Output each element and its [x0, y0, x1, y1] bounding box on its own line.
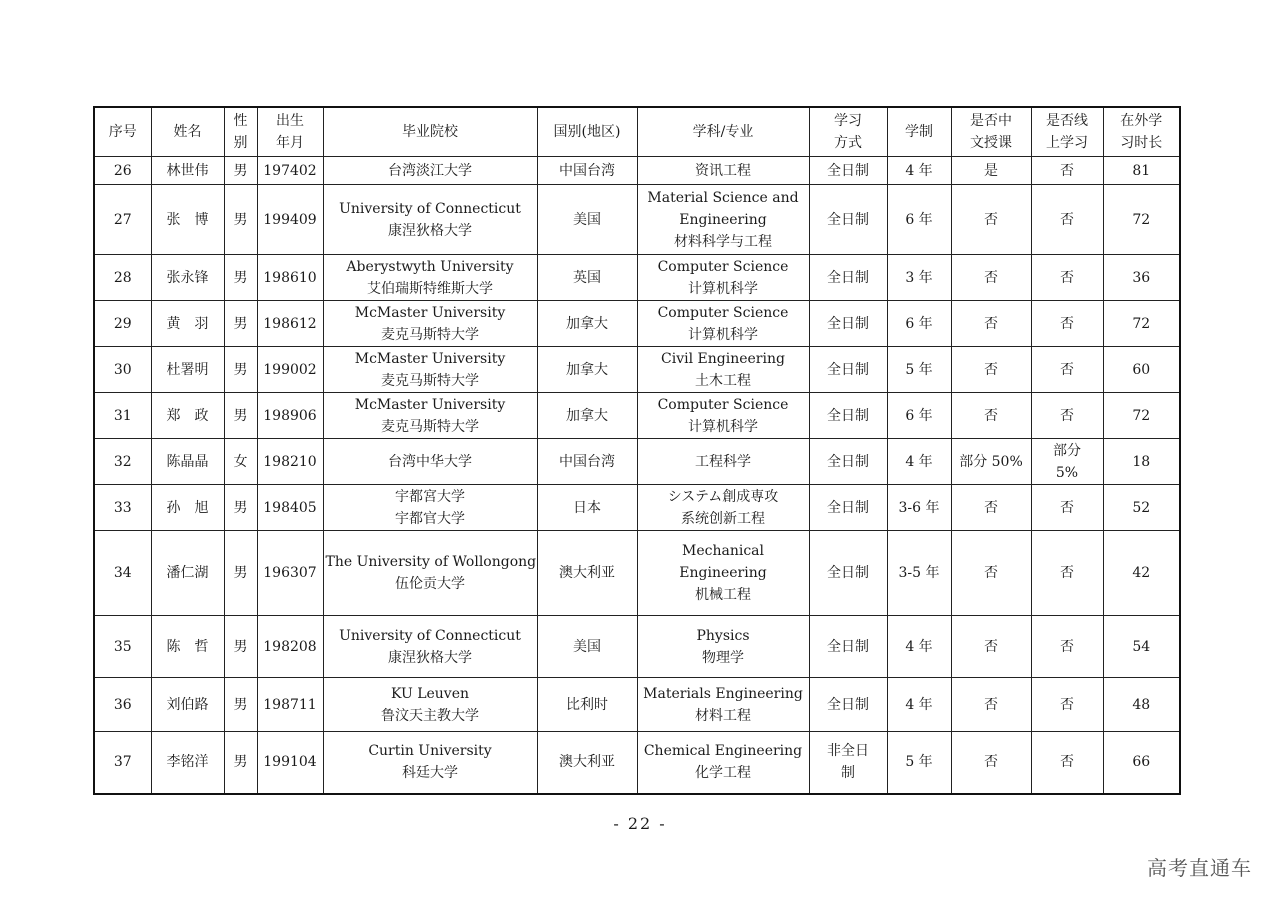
cell-line: 资讯工程: [695, 162, 751, 179]
cell-index: 31: [94, 393, 151, 439]
cell-online: [1031, 393, 1103, 439]
cell-line: 否: [984, 407, 998, 424]
cell-birth: 199104: [257, 732, 323, 794]
cell-online: [1031, 157, 1103, 185]
cell-birth: 199002: [257, 347, 323, 393]
table-row: [94, 393, 1180, 439]
cell-birth: 198711: [257, 678, 323, 732]
cell-line: 康涅狄格大学: [388, 649, 472, 666]
student-roster-table: [93, 106, 1181, 795]
header-line: 习时长: [1120, 135, 1163, 151]
header-birth: [257, 107, 323, 157]
cell-line: Materials Engineering: [643, 685, 803, 702]
header-line: 毕业院校: [402, 124, 458, 140]
cell-country: 中国台湾: [537, 157, 637, 185]
cell-birth: 197402: [257, 157, 323, 185]
cell-line: Computer Science: [657, 304, 789, 321]
header-line: 文授课: [970, 135, 1012, 151]
cell-index: 29: [94, 301, 151, 347]
cell-index: 36: [94, 678, 151, 732]
cell-line: 非全日: [827, 743, 869, 760]
cell-school: [323, 301, 537, 347]
cell-line: 全日制: [827, 162, 869, 179]
cell-birth: 198405: [257, 485, 323, 531]
cell-study-mode: [809, 439, 887, 485]
cell-country: 美国: [537, 616, 637, 678]
cell-country: 英国: [537, 255, 637, 301]
cell-line: 否: [1060, 269, 1074, 286]
table-row: [94, 732, 1180, 794]
header-line: 在外学: [1120, 113, 1163, 129]
cell-line: 制: [841, 765, 855, 782]
cell-line: 鲁汶天主教大学: [381, 707, 479, 724]
cell-line: 5%: [1055, 464, 1079, 481]
header-line: 学习: [834, 113, 862, 129]
cell-gender: 男: [224, 255, 257, 301]
cell-line: 全日制: [827, 565, 869, 581]
cell-line: 否: [984, 315, 998, 332]
cell-duration: 4 年: [887, 439, 951, 485]
cell-line: 否: [1060, 361, 1074, 378]
cell-line: Physics: [696, 627, 750, 644]
cell-line: 台湾中华大学: [388, 453, 472, 470]
cell-major: [637, 678, 809, 732]
cell-school: [323, 732, 537, 794]
cell-name: 孙 旭: [151, 485, 224, 531]
cell-line: 全日制: [827, 211, 869, 228]
cell-line: 否: [1060, 696, 1074, 713]
cell-major: [637, 347, 809, 393]
cell-chinese-taught: [951, 185, 1031, 255]
cell-country: 美国: [537, 185, 637, 255]
cell-months-abroad: 60: [1103, 347, 1180, 393]
cell-major: [637, 732, 809, 794]
cell-online: [1031, 485, 1103, 531]
cell-gender: 男: [224, 616, 257, 678]
cell-duration: 6 年: [887, 393, 951, 439]
cell-major: [637, 531, 809, 616]
cell-online: [1031, 185, 1103, 255]
header-line: 学科/专业: [692, 124, 754, 140]
cell-duration: 6 年: [887, 185, 951, 255]
cell-gender: 男: [224, 393, 257, 439]
cell-line: 全日制: [827, 638, 869, 655]
cell-line: 否: [984, 638, 998, 655]
cell-line: The University of Wollongong: [325, 554, 537, 570]
cell-line: 否: [984, 211, 998, 228]
cell-school: [323, 185, 537, 255]
cell-chinese-taught: [951, 439, 1031, 485]
cell-duration: 3 年: [887, 255, 951, 301]
cell-study-mode: [809, 393, 887, 439]
cell-country: 比利时: [537, 678, 637, 732]
cell-index: 35: [94, 616, 151, 678]
cell-months-abroad: 42: [1103, 531, 1180, 616]
header-line: 序号: [108, 124, 137, 140]
cell-line: 部分 50%: [959, 453, 1023, 470]
cell-country: 日本: [537, 485, 637, 531]
cell-line: 康涅狄格大学: [388, 222, 472, 239]
table-header-row: [94, 107, 1180, 157]
cell-study-mode: [809, 255, 887, 301]
cell-line: 全日制: [827, 453, 869, 470]
cell-school: [323, 616, 537, 678]
cell-duration: 4 年: [887, 157, 951, 185]
cell-months-abroad: 72: [1103, 185, 1180, 255]
header-line: 国别(地区): [553, 124, 621, 140]
cell-duration: 4 年: [887, 616, 951, 678]
cell-online: [1031, 347, 1103, 393]
cell-line: Computer Science: [657, 396, 789, 413]
cell-study-mode: [809, 185, 887, 255]
cell-major: [637, 255, 809, 301]
header-line: 上学习: [1046, 135, 1088, 151]
cell-months-abroad: 48: [1103, 678, 1180, 732]
cell-line: Chemical Engineering: [643, 743, 803, 760]
cell-school: [323, 485, 537, 531]
cell-chinese-taught: [951, 678, 1031, 732]
table-row: [94, 157, 1180, 185]
cell-duration: 6 年: [887, 301, 951, 347]
cell-line: McMaster University: [354, 396, 506, 413]
cell-line: 全日制: [827, 696, 869, 713]
cell-chinese-taught: [951, 301, 1031, 347]
cell-line: 机械工程: [695, 587, 751, 603]
cell-line: 是: [984, 162, 998, 179]
cell-online: [1031, 439, 1103, 485]
cell-birth: 198612: [257, 301, 323, 347]
table-row: [94, 678, 1180, 732]
cell-school: [323, 678, 537, 732]
cell-gender: 男: [224, 185, 257, 255]
cell-line: 否: [1060, 162, 1074, 179]
cell-index: 33: [94, 485, 151, 531]
header-major: [637, 107, 809, 157]
cell-line: 麦克马斯特大学: [381, 372, 479, 389]
cell-months-abroad: 66: [1103, 732, 1180, 794]
cell-line: 全日制: [827, 315, 869, 332]
cell-major: [637, 157, 809, 185]
cell-line: 全日制: [827, 407, 869, 424]
cell-study-mode: [809, 485, 887, 531]
cell-index: 30: [94, 347, 151, 393]
cell-name: 刘伯路: [151, 678, 224, 732]
cell-line: University of Connecticut: [339, 627, 521, 644]
cell-line: 化学工程: [695, 765, 751, 782]
watermark-logo: 高考直通车: [1147, 856, 1252, 880]
cell-months-abroad: 72: [1103, 301, 1180, 347]
header-line: 方式: [834, 135, 862, 151]
cell-line: 麦克马斯特大学: [381, 326, 479, 343]
cell-online: [1031, 531, 1103, 616]
cell-gender: 男: [224, 157, 257, 185]
cell-school: [323, 157, 537, 185]
cell-line: 计算机科学: [688, 326, 758, 343]
cell-line: 否: [984, 565, 998, 581]
cell-online: [1031, 732, 1103, 794]
cell-months-abroad: 52: [1103, 485, 1180, 531]
cell-line: 部分: [1053, 442, 1081, 459]
cell-duration: 3-5 年: [887, 531, 951, 616]
table-body: [94, 157, 1180, 794]
header-gender: [224, 107, 257, 157]
cell-line: University of Connecticut: [339, 200, 521, 217]
header-line: 性: [233, 113, 248, 129]
cell-study-mode: [809, 678, 887, 732]
cell-line: 物理学: [702, 649, 744, 666]
table-row: [94, 439, 1180, 485]
cell-school: [323, 255, 537, 301]
cell-index: 32: [94, 439, 151, 485]
cell-line: 否: [1060, 407, 1074, 424]
cell-line: 全日制: [827, 269, 869, 286]
header-line: 姓名: [173, 124, 202, 140]
table-row: [94, 531, 1180, 616]
cell-line: 科廷大学: [402, 765, 458, 782]
cell-online: [1031, 301, 1103, 347]
header-line: 学制: [905, 124, 933, 140]
cell-name: 林世伟: [151, 157, 224, 185]
cell-line: 宇都宮大学: [395, 488, 465, 505]
cell-line: Civil Engineering: [661, 350, 785, 367]
cell-name: 陈 哲: [151, 616, 224, 678]
cell-line: 台湾淡江大学: [388, 162, 472, 179]
cell-line: 否: [984, 696, 998, 713]
cell-line: Mechanical: [682, 543, 764, 559]
cell-school: [323, 531, 537, 616]
header-line: 别: [233, 135, 248, 151]
cell-major: [637, 485, 809, 531]
cell-line: 计算机科学: [688, 280, 758, 297]
cell-major: [637, 301, 809, 347]
cell-months-abroad: 36: [1103, 255, 1180, 301]
header-index: [94, 107, 151, 157]
cell-line: 系统创新工程: [681, 510, 765, 527]
cell-line: 麦克马斯特大学: [381, 418, 479, 435]
cell-duration: 3-6 年: [887, 485, 951, 531]
cell-months-abroad: 72: [1103, 393, 1180, 439]
cell-birth: 198208: [257, 616, 323, 678]
cell-country: 加拿大: [537, 347, 637, 393]
cell-school: [323, 439, 537, 485]
table-row: [94, 301, 1180, 347]
cell-country: 中国台湾: [537, 439, 637, 485]
cell-line: 否: [984, 269, 998, 286]
cell-gender: 男: [224, 531, 257, 616]
cell-major: [637, 393, 809, 439]
header-name: [151, 107, 224, 157]
cell-line: 全日制: [827, 499, 869, 516]
cell-duration: 5 年: [887, 732, 951, 794]
cell-line: 否: [1060, 754, 1074, 771]
cell-index: 37: [94, 732, 151, 794]
cell-line: 伍伦贡大学: [395, 576, 465, 592]
header-line: 年月: [276, 135, 304, 151]
cell-name: 陈晶晶: [151, 439, 224, 485]
cell-line: 工程科学: [695, 453, 751, 470]
cell-line: Computer Science: [657, 258, 789, 275]
cell-online: [1031, 616, 1103, 678]
cell-line: 全日制: [827, 361, 869, 378]
cell-birth: 196307: [257, 531, 323, 616]
header-line: 是否线: [1046, 113, 1088, 129]
cell-chinese-taught: [951, 255, 1031, 301]
cell-line: 否: [984, 754, 998, 771]
cell-name: 潘仁湖: [151, 531, 224, 616]
cell-months-abroad: 54: [1103, 616, 1180, 678]
cell-school: [323, 347, 537, 393]
cell-line: McMaster University: [354, 304, 506, 321]
cell-line: 艾伯瑞斯特维斯大学: [367, 280, 493, 297]
cell-gender: 女: [224, 439, 257, 485]
cell-chinese-taught: [951, 157, 1031, 185]
cell-line: システム創成専攻: [667, 488, 779, 505]
cell-index: 27: [94, 185, 151, 255]
cell-line: Curtin University: [368, 743, 492, 760]
header-online: [1031, 107, 1103, 157]
cell-study-mode: [809, 157, 887, 185]
cell-line: 宇都官大学: [395, 510, 465, 527]
cell-gender: 男: [224, 678, 257, 732]
header-chinese-taught: [951, 107, 1031, 157]
cell-chinese-taught: [951, 347, 1031, 393]
cell-index: 28: [94, 255, 151, 301]
cell-duration: 5 年: [887, 347, 951, 393]
cell-name: 郑 政: [151, 393, 224, 439]
cell-chinese-taught: [951, 732, 1031, 794]
cell-name: 黄 羽: [151, 301, 224, 347]
cell-country: 加拿大: [537, 393, 637, 439]
cell-chinese-taught: [951, 531, 1031, 616]
cell-line: Engineering: [679, 565, 767, 581]
cell-study-mode: [809, 531, 887, 616]
cell-line: 材料工程: [695, 707, 751, 724]
cell-online: [1031, 678, 1103, 732]
cell-line: Engineering: [679, 211, 767, 228]
table-row: [94, 616, 1180, 678]
cell-line: 计算机科学: [688, 418, 758, 435]
cell-months-abroad: 18: [1103, 439, 1180, 485]
cell-index: 34: [94, 531, 151, 616]
cell-country: 澳大利亚: [537, 732, 637, 794]
cell-line: 否: [1060, 211, 1074, 228]
cell-gender: 男: [224, 732, 257, 794]
cell-major: [637, 439, 809, 485]
cell-birth: 198610: [257, 255, 323, 301]
cell-index: 26: [94, 157, 151, 185]
cell-country: 澳大利亚: [537, 531, 637, 616]
cell-name: 张永锋: [151, 255, 224, 301]
cell-gender: 男: [224, 301, 257, 347]
header-months-abroad: [1103, 107, 1180, 157]
page-number: - 22 -: [613, 814, 667, 833]
cell-name: 李铭洋: [151, 732, 224, 794]
cell-chinese-taught: [951, 616, 1031, 678]
cell-line: 否: [1060, 499, 1074, 516]
cell-major: [637, 616, 809, 678]
table-row: [94, 255, 1180, 301]
cell-name: 杜署明: [151, 347, 224, 393]
cell-line: Aberystwyth University: [346, 258, 514, 275]
header-duration: [887, 107, 951, 157]
cell-chinese-taught: [951, 393, 1031, 439]
cell-online: [1031, 255, 1103, 301]
cell-study-mode: [809, 301, 887, 347]
table-row: [94, 485, 1180, 531]
cell-country: 加拿大: [537, 301, 637, 347]
header-line: 出生: [276, 113, 304, 129]
header-study-mode: [809, 107, 887, 157]
cell-line: 否: [1060, 638, 1074, 655]
cell-name: 张 博: [151, 185, 224, 255]
cell-study-mode: [809, 347, 887, 393]
table-row: [94, 347, 1180, 393]
cell-months-abroad: 81: [1103, 157, 1180, 185]
cell-duration: 4 年: [887, 678, 951, 732]
cell-line: Material Science and: [647, 189, 799, 206]
cell-line: 否: [1060, 565, 1074, 581]
cell-study-mode: [809, 616, 887, 678]
cell-birth: 199409: [257, 185, 323, 255]
cell-school: [323, 393, 537, 439]
table-row: [94, 185, 1180, 255]
header-country: [537, 107, 637, 157]
cell-line: 否: [984, 499, 998, 516]
cell-line: 材料科学与工程: [674, 233, 772, 250]
cell-line: 否: [1060, 315, 1074, 332]
cell-birth: 198906: [257, 393, 323, 439]
cell-gender: 男: [224, 347, 257, 393]
header-line: 是否中: [970, 113, 1012, 129]
header-school: [323, 107, 537, 157]
cell-line: 土木工程: [695, 372, 751, 389]
cell-birth: 198210: [257, 439, 323, 485]
cell-study-mode: [809, 732, 887, 794]
cell-gender: 男: [224, 485, 257, 531]
cell-line: KU Leuven: [390, 685, 470, 702]
cell-major: [637, 185, 809, 255]
cell-line: 否: [984, 361, 998, 378]
cell-chinese-taught: [951, 485, 1031, 531]
cell-line: McMaster University: [354, 350, 506, 367]
